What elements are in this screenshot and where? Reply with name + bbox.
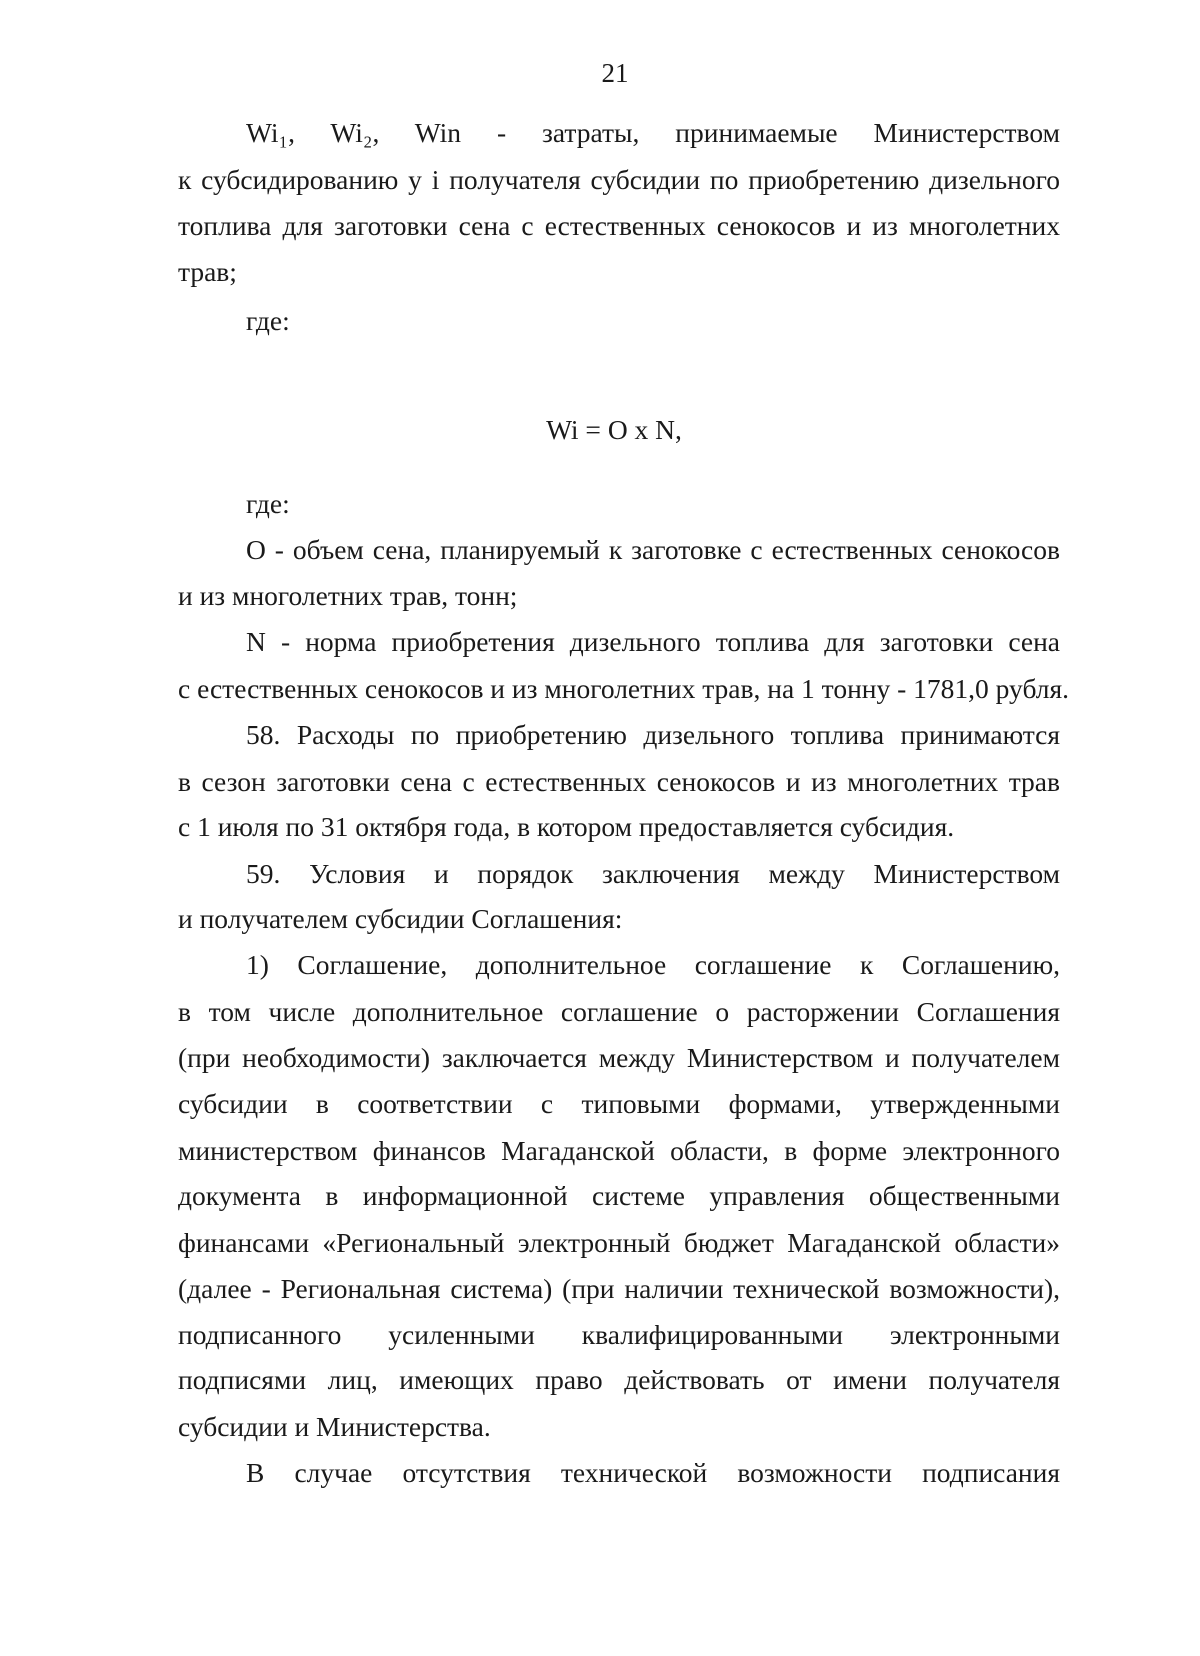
text-line: подписанного усиленными квалифицированными электронными [178, 1319, 1060, 1350]
text-line: с естественных сенокосов и из многолетних трав, на 1 тонну - 1781,0 рубля. [178, 673, 1069, 704]
text-line: министерством финансов Магаданской области, в форме электронного [178, 1135, 1060, 1166]
text-line: топлива для заготовки сена с естественных сенокосов и из многолетних [178, 210, 1060, 241]
text-line: к субсидированию у i получателя субсидии по приобретению дизельного [178, 164, 1060, 195]
where-label: где: [246, 488, 290, 519]
formula: Wi = O x N, [546, 414, 682, 445]
text-line: 1) Соглашение, дополнительное соглашение к Соглашению, [246, 949, 1060, 980]
text-line: (при необходимости) заключается между Министерством и получателем [178, 1042, 1060, 1073]
text-line: и получателем субсидии Соглашения: [178, 903, 623, 934]
where-label: где: [246, 305, 290, 336]
text-line: 59. Условия и порядок заключения между Министерством [246, 858, 1060, 889]
page-number: 21 [601, 58, 629, 88]
text-line: O - объем сена, планируемый к заготовке с естественных сенокосов [246, 534, 1060, 565]
text-line: субсидии в соответствии с типовыми формами, утвержденными [178, 1088, 1060, 1119]
text-line: документа в информационной системе управления общественными [178, 1180, 1060, 1211]
text-line: в том числе дополнительное соглашение о расторжении Соглашения [178, 996, 1060, 1027]
text-line: Wi₁, Wi₂, Win - затраты, принимаемые Министерством [246, 117, 1060, 148]
text-line: и из многолетних трав, тонн; [178, 580, 518, 611]
text-line: В случае отсутствия технической возможности подписания [246, 1457, 1060, 1488]
text-line: финансами «Региональный электронный бюджет Магаданской области» [178, 1227, 1060, 1258]
text-line: 58. Расходы по приобретению дизельного топлива принимаются [246, 719, 1060, 750]
text-line: подписями лиц, имеющих право действовать от имени получателя [178, 1364, 1060, 1395]
text-line: в сезон заготовки сена с естественных сенокосов и из многолетних трав [178, 766, 1060, 797]
text-line: (далее - Региональная система) (при наличии технической возможности), [178, 1273, 1060, 1304]
text-line: N - норма приобретения дизельного топлива для заготовки сена [246, 626, 1060, 657]
text-line: субсидии и Министерства. [178, 1411, 491, 1442]
text-line: трав; [178, 256, 237, 287]
text-line: с 1 июля по 31 октября года, в котором предоставляется субсидия. [178, 811, 955, 842]
